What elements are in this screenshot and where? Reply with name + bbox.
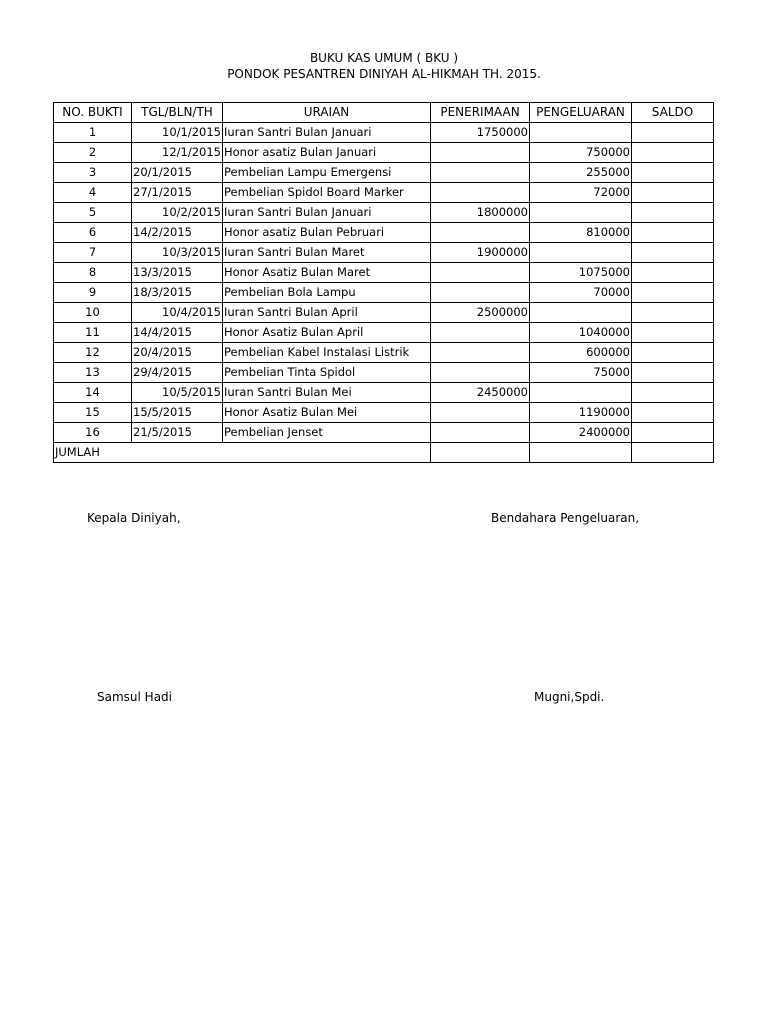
cell-saldo [632, 283, 714, 303]
cell-uraian: Honor Asatiz Bulan Maret [223, 263, 431, 283]
cell-uraian: Honor asatiz Bulan Pebruari [223, 223, 431, 243]
total-pengeluaran [530, 443, 632, 463]
cell-pengeluaran: 600000 [530, 343, 632, 363]
cell-pengeluaran: 1040000 [530, 323, 632, 343]
cell-saldo [632, 223, 714, 243]
cell-pengeluaran: 75000 [530, 363, 632, 383]
cell-date: 10/3/2015 [132, 243, 223, 263]
table-row [54, 323, 714, 343]
cell-saldo [632, 423, 714, 443]
cell-uraian: Pembelian Bola Lampu [223, 283, 431, 303]
cell-date: 21/5/2015 [132, 423, 223, 443]
table-row [54, 223, 714, 243]
cell-date: 20/1/2015 [132, 163, 223, 183]
cell-uraian: Iuran Santri Bulan April [223, 303, 431, 323]
table-row [54, 203, 714, 223]
cell-saldo [632, 183, 714, 203]
total-label: JUMLAH [54, 443, 431, 463]
cell-penerimaan [431, 223, 530, 243]
cell-uraian: Iuran Santri Bulan Maret [223, 243, 431, 263]
cell-date: 14/2/2015 [132, 223, 223, 243]
cell-no-bukti: 11 [54, 323, 132, 343]
cell-penerimaan [431, 363, 530, 383]
cell-pengeluaran [530, 303, 632, 323]
cell-saldo [632, 243, 714, 263]
cell-date: 10/5/2015 [132, 383, 223, 403]
cell-no-bukti: 10 [54, 303, 132, 323]
cell-penerimaan: 1900000 [431, 243, 530, 263]
cell-pengeluaran [530, 123, 632, 143]
cell-uraian: Iuran Santri Bulan Mei [223, 383, 431, 403]
cell-penerimaan [431, 183, 530, 203]
cell-date: 14/4/2015 [132, 323, 223, 343]
cell-no-bukti: 6 [54, 223, 132, 243]
cell-penerimaan [431, 283, 530, 303]
cell-saldo [632, 343, 714, 363]
cell-saldo [632, 163, 714, 183]
table-body [54, 123, 714, 463]
table-row [54, 243, 714, 263]
signature-right-role: Bendahara Pengeluaran, [491, 511, 640, 525]
cell-date: 10/2/2015 [132, 203, 223, 223]
column-header-date: TGL/BLN/TH [132, 103, 223, 123]
column-header-pengeluaran: PENGELUARAN [530, 103, 632, 123]
cell-pengeluaran: 72000 [530, 183, 632, 203]
cell-penerimaan: 2450000 [431, 383, 530, 403]
cell-no-bukti: 12 [54, 343, 132, 363]
cell-penerimaan [431, 163, 530, 183]
total-saldo [632, 443, 714, 463]
cell-no-bukti: 7 [54, 243, 132, 263]
cell-penerimaan [431, 143, 530, 163]
cell-uraian: Honor Asatiz Bulan April [223, 323, 431, 343]
cell-pengeluaran: 810000 [530, 223, 632, 243]
cell-penerimaan: 1800000 [431, 203, 530, 223]
cell-pengeluaran [530, 243, 632, 263]
total-penerimaan [431, 443, 530, 463]
table-row [54, 423, 714, 443]
cell-saldo [632, 143, 714, 163]
cell-saldo [632, 203, 714, 223]
column-header-no-bukti: NO. BUKTI [54, 103, 132, 123]
cell-uraian: Honor asatiz Bulan Januari [223, 143, 431, 163]
cell-saldo [632, 383, 714, 403]
cell-no-bukti: 5 [54, 203, 132, 223]
cell-pengeluaran: 255000 [530, 163, 632, 183]
cell-date: 29/4/2015 [132, 363, 223, 383]
cell-saldo [632, 263, 714, 283]
cell-pengeluaran [530, 383, 632, 403]
total-row [54, 443, 714, 463]
cell-uraian: Honor Asatiz Bulan Mei [223, 403, 431, 423]
cell-date: 10/1/2015 [132, 123, 223, 143]
cell-no-bukti: 3 [54, 163, 132, 183]
cell-uraian: Pembelian Kabel Instalasi Listrik [223, 343, 431, 363]
signature-left-name: Samsul Hadi [97, 690, 172, 704]
cell-no-bukti: 16 [54, 423, 132, 443]
table-row [54, 303, 714, 323]
table-row [54, 123, 714, 143]
table-row [54, 283, 714, 303]
cell-saldo [632, 403, 714, 423]
cell-no-bukti: 2 [54, 143, 132, 163]
cell-no-bukti: 9 [54, 283, 132, 303]
cell-no-bukti: 1 [54, 123, 132, 143]
document-title: BUKU KAS UMUM ( BKU ) [309, 51, 459, 65]
cell-penerimaan: 2500000 [431, 303, 530, 323]
table-row [54, 383, 714, 403]
cell-pengeluaran: 1075000 [530, 263, 632, 283]
cell-uraian: Pembelian Tinta Spidol [223, 363, 431, 383]
cell-date: 18/3/2015 [132, 283, 223, 303]
cell-no-bukti: 15 [54, 403, 132, 423]
cell-date: 27/1/2015 [132, 183, 223, 203]
cell-saldo [632, 363, 714, 383]
cell-saldo [632, 323, 714, 343]
cell-date: 10/4/2015 [132, 303, 223, 323]
cell-penerimaan [431, 343, 530, 363]
table-row [54, 163, 714, 183]
cell-uraian: Iuran Santri Bulan Januari [223, 123, 431, 143]
table-row [54, 363, 714, 383]
cell-uraian: Pembelian Spidol Board Marker [223, 183, 431, 203]
cell-date: 12/1/2015 [132, 143, 223, 163]
table-row [54, 183, 714, 203]
cell-pengeluaran: 2400000 [530, 423, 632, 443]
cell-no-bukti: 14 [54, 383, 132, 403]
cell-pengeluaran: 70000 [530, 283, 632, 303]
cell-penerimaan [431, 263, 530, 283]
cell-pengeluaran [530, 203, 632, 223]
cell-no-bukti: 4 [54, 183, 132, 203]
cell-uraian: Iuran Santri Bulan Januari [223, 203, 431, 223]
table-row [54, 263, 714, 283]
signature-right-name: Mugni,Spdi. [534, 690, 605, 704]
cell-pengeluaran: 1190000 [530, 403, 632, 423]
cell-penerimaan [431, 423, 530, 443]
cell-date: 13/3/2015 [132, 263, 223, 283]
cell-penerimaan: 1750000 [431, 123, 530, 143]
table-row [54, 143, 714, 163]
cell-saldo [632, 123, 714, 143]
cell-penerimaan [431, 403, 530, 423]
table-row [54, 343, 714, 363]
column-header-saldo: SALDO [632, 103, 714, 123]
cell-no-bukti: 13 [54, 363, 132, 383]
cell-uraian: Pembelian Jenset [223, 423, 431, 443]
cell-pengeluaran: 750000 [530, 143, 632, 163]
cell-penerimaan [431, 323, 530, 343]
column-header-uraian: URAIAN [223, 103, 431, 123]
signature-left-role: Kepala Diniyah, [87, 511, 181, 525]
table-header-row [54, 103, 714, 123]
cell-date: 20/4/2015 [132, 343, 223, 363]
cell-date: 15/5/2015 [132, 403, 223, 423]
column-header-penerimaan: PENERIMAAN [431, 103, 530, 123]
document-subtitle: PONDOK PESANTREN DINIYAH AL-HIKMAH TH. 2015. [227, 67, 541, 81]
cash-book-table [53, 102, 714, 463]
cell-saldo [632, 303, 714, 323]
cell-uraian: Pembelian Lampu Emergensi [223, 163, 431, 183]
table-row [54, 403, 714, 423]
cell-no-bukti: 8 [54, 263, 132, 283]
